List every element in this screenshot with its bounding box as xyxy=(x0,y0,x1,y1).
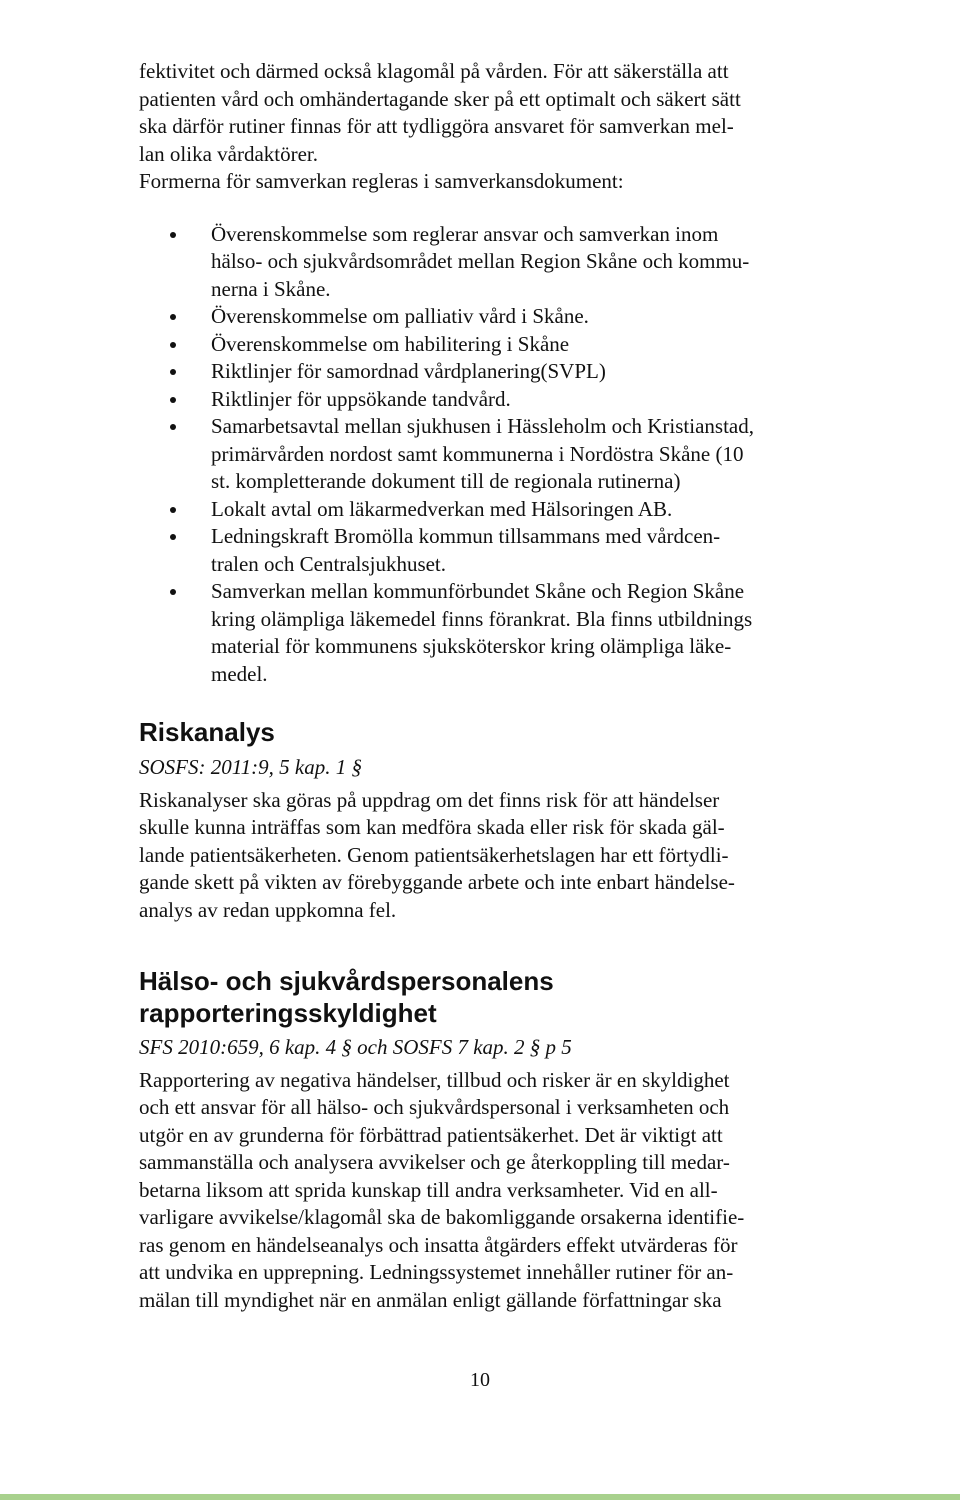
bullet-icon xyxy=(170,534,176,540)
list-item xyxy=(139,331,839,359)
text-line: Överenskommelse som reglerar ansvar och samverkan inom xyxy=(211,221,719,246)
text-line: varligare avvikelse/klagomål ska de bakomliggande orsakerna identifie- xyxy=(139,1205,745,1229)
text-line: analys av redan uppkomna fel. xyxy=(139,897,397,922)
text-line: sammanställa och analysera avvikelser och ge återkoppling till medar- xyxy=(139,1150,730,1174)
text-line: Formerna för samverkan regleras i samverkansdokument: xyxy=(139,169,624,193)
text-line: ras genom en händelseanalys och insatta åtgärders effekt utvärderas för xyxy=(139,1232,738,1257)
text-line: och ett ansvar för all hälso- och sjukvårdspersonal i verksamheten och xyxy=(139,1095,730,1119)
section-heading-rapportering xyxy=(139,965,839,1029)
text-line: patienten vård och omhändertagande sker på ett optimalt och säkert sätt xyxy=(139,86,741,111)
text-line: medel. xyxy=(211,661,268,686)
list-item xyxy=(139,386,839,414)
footer-divider xyxy=(0,1494,960,1500)
text-line: Överenskommelse om palliativ vård i Skåne. xyxy=(211,304,589,328)
legal-reference: SFS 2010:659, 6 kap. 4 § och SOSFS 7 kap. 2 § p 5 xyxy=(139,1035,572,1059)
text-line: Lokalt avtal om läkarmedverkan med Hälsoringen AB. xyxy=(211,496,673,521)
text-line: tralen och Centralsjukhuset. xyxy=(211,551,447,576)
text-line: fektivitet och därmed också klagomål på vården. För att säkerställa att xyxy=(139,59,729,83)
text-line: skulle kunna inträffas som kan medföra skada eller risk för skada gäl- xyxy=(139,815,725,839)
page-number: 10 xyxy=(470,1369,490,1391)
bullet-icon xyxy=(170,589,176,595)
text-line: Överenskommelse om habilitering i Skåne xyxy=(211,331,570,356)
bullet-icon xyxy=(170,342,176,348)
text-line: mälan till myndighet när en anmälan enligt gällande författningar ska xyxy=(139,1287,722,1312)
bullet-icon xyxy=(170,369,176,375)
text-line: betarna liksom att sprida kunskap till andra verksamheter. Vid en all- xyxy=(139,1177,718,1202)
list-item xyxy=(139,496,839,524)
bullet-icon xyxy=(170,424,176,430)
text-line: lan olika vårdaktörer. xyxy=(139,141,319,166)
list-item xyxy=(139,578,839,688)
text-line: Samarbetsavtal mellan sjukhusen i Hässleholm och Kristianstad, xyxy=(211,414,754,438)
text-line: utgör en av grunderna för förbättrad patientsäkerhet. Det är viktigt att xyxy=(139,1122,723,1147)
text-line: Riktlinjer för uppsökande tandvård. xyxy=(211,386,511,411)
text-line: hälso- och sjukvårdsområdet mellan Region Skåne och kommu- xyxy=(211,249,750,273)
bullet-icon xyxy=(170,507,176,513)
riskanalys-paragraph xyxy=(139,787,839,925)
text-line: Riktlinjer för samordnad vårdplanering(SVPL) xyxy=(211,359,606,383)
list-item xyxy=(139,303,839,331)
document-page xyxy=(139,58,839,1314)
text-line: kring olämpliga läkemedel finns förankrat. Bla finns utbildnings xyxy=(211,606,753,631)
intro-paragraph xyxy=(139,58,839,196)
text-line: material för kommunens sjuksköterskor kring olämpliga läke- xyxy=(211,634,732,658)
text-line: nerna i Skåne. xyxy=(211,276,331,301)
text-line: Ledningskraft Bromölla kommun tillsammans med vårdcen- xyxy=(211,524,721,548)
text-line: lande patientsäkerheten. Genom patientsäkerhetslagen har ett förtydli- xyxy=(139,842,729,867)
bullet-icon xyxy=(170,314,176,320)
text-line: Riskanalyser ska göras på uppdrag om det finns risk för att händelser xyxy=(139,787,720,812)
bullet-icon xyxy=(170,397,176,403)
rapportering-paragraph xyxy=(139,1067,839,1315)
text-line: st. kompletterande dokument till de regionala rutinerna) xyxy=(211,469,681,493)
text-line: ska därför rutiner finnas för att tydliggöra ansvaret för samverkan mel- xyxy=(139,114,734,138)
heading-line: Hälso- och sjukvårdspersonalens xyxy=(139,966,554,996)
text-line: primärvården nordost samt kommunerna i Nordöstra Skåne (10 xyxy=(211,441,744,466)
heading-line: rapporteringsskyldighet xyxy=(139,998,437,1028)
text-line: Rapportering av negativa händelser, tillbud och risker är en skyldighet xyxy=(139,1067,730,1092)
list-item xyxy=(139,358,839,386)
list-item xyxy=(139,221,839,304)
text-line: att undvika en upprepning. Ledningssystemet innehåller rutiner för an- xyxy=(139,1260,734,1284)
legal-reference: SOSFS: 2011:9, 5 kap. 1 § xyxy=(139,755,362,779)
list-item xyxy=(139,523,839,578)
text-line: gande skett på vikten av förebyggande arbete och inte enbart händelse- xyxy=(139,870,735,894)
text-line: Samverkan mellan kommunförbundet Skåne och Region Skåne xyxy=(211,579,745,603)
section-heading-riskanalys: Riskanalys xyxy=(139,717,275,747)
bullet-icon xyxy=(170,232,176,238)
list-item xyxy=(139,413,839,496)
samverkansdokument-list xyxy=(139,221,839,689)
